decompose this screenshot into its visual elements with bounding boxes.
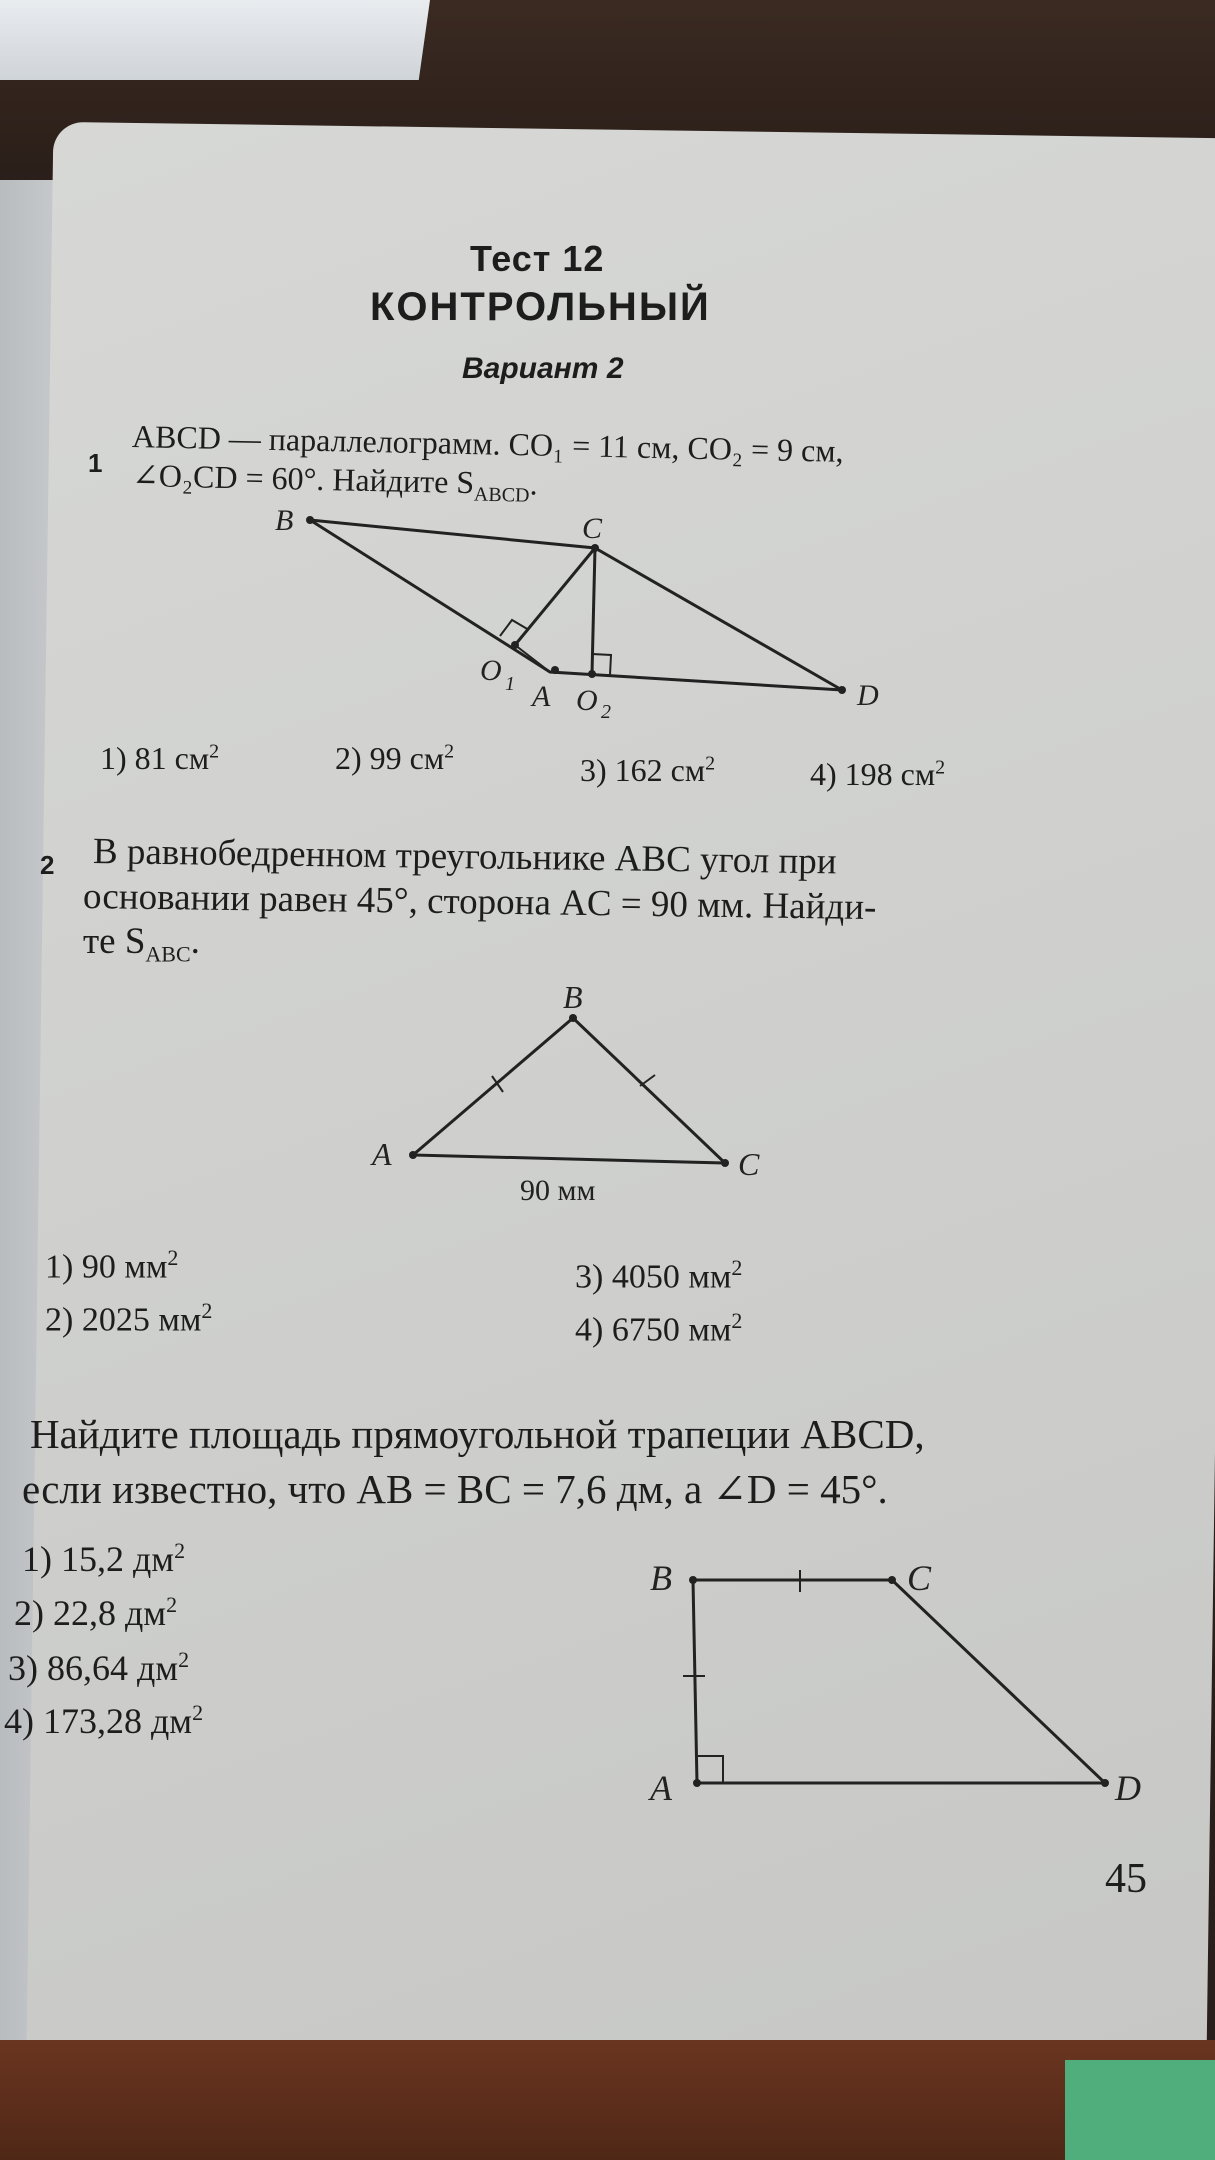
q1-label-D: D [857, 679, 879, 712]
q1-label-O2: O [576, 684, 598, 717]
q1-answer-4: 4) 198 $см^2$ [810, 756, 946, 792]
q1-label-O2-sub: 2 [601, 701, 611, 723]
q3-label-B: B [650, 1558, 672, 1598]
q2-label-C: C [738, 1146, 760, 1182]
q3-answer-4: 4) 173,28 $дм^2$ [4, 1700, 204, 1741]
question-1-text-line-2: ∠O₂CD = 60°. Найдите $S_{ABCD}$. [131, 457, 539, 507]
q1-label-A: A [532, 680, 551, 713]
q2-answer-2: 2) 2025 $мм^2$ [45, 1298, 213, 1339]
q1-label-O1: O [480, 654, 502, 687]
question-2-number: 2 [40, 850, 55, 880]
question-1-number: 1 [88, 448, 103, 478]
q2-label-B: B [563, 979, 583, 1015]
q2-base-label: 90 мм [520, 1174, 596, 1207]
q1-label-O1-sub: 1 [505, 673, 515, 695]
q1-answer-3: 3) 162 $см^2$ [580, 752, 716, 788]
question-2-text-line-3: те $S_{ABC}$. [83, 921, 200, 967]
page-number: 45 [1105, 1856, 1147, 1902]
q3-answer-2: 2) 22,8 $дм^2$ [14, 1592, 178, 1633]
test-subtitle: КОНТРОЛЬНЫЙ [370, 285, 711, 329]
q3-label-A: A [650, 1768, 672, 1808]
q3-answer-1: 1) 15,2 $дм^2$ [22, 1538, 186, 1579]
q1-label-C: C [582, 512, 603, 545]
test-title: Тест 12 [470, 238, 605, 279]
question-2-text-line-2: основании равен 45°, сторона AC = 90 мм. Найди- [82, 876, 877, 929]
question-2-text-line-1: В равнобедренном треугольнике ABC угол при [92, 831, 837, 883]
variant-label: Вариант 2 [462, 352, 624, 385]
q3-answer-3: 3) 86,64 $дм^2$ [8, 1647, 190, 1688]
q1-answer-2: 2) 99 $см^2$ [335, 740, 455, 776]
q2-answer-1: 1) 90 $мм^2$ [45, 1245, 179, 1286]
q2-label-A: A [372, 1136, 392, 1172]
question-1-text-line-1: ABCD — параллелограмм. CO₁ = 11 см, CO₂ = 9 см, [131, 418, 844, 469]
q1-answer-1: 1) 81 $см^2$ [100, 740, 220, 776]
question-3-text-line-1: Найдите площадь прямоугольной трапеции ABCD, [30, 1411, 925, 1457]
q2-answer-4: 4) 6750 $мм^2$ [575, 1308, 743, 1349]
q2-answer-3: 3) 4050 $мм^2$ [575, 1255, 743, 1296]
q3-label-C: C [907, 1558, 932, 1598]
q3-label-D: D [1115, 1768, 1141, 1808]
q1-label-B: B [275, 504, 294, 537]
question-3-text-line-2: если известно, что AB = BC = 7,6 дм, а ∠D = 45°. [22, 1466, 888, 1512]
